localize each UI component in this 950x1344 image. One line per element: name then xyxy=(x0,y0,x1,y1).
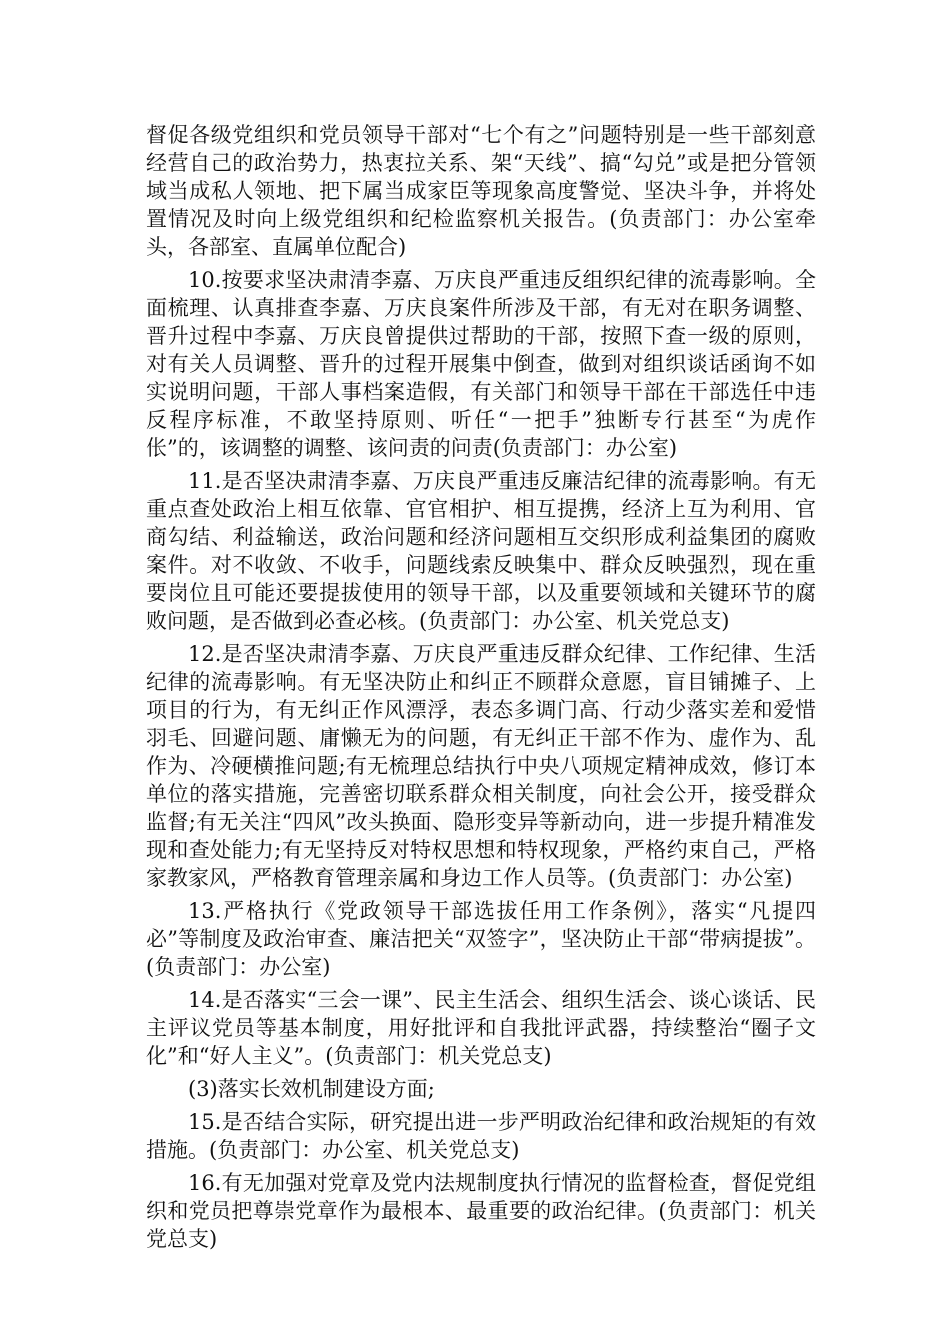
paragraph-7: 15.是否结合实际，研究提出进一步严明政治纪律和政治规矩的有效措施。(负责部门：办公室、机关党总支) xyxy=(146,1110,816,1162)
section-heading: (3)落实长效机制建设方面; xyxy=(188,1077,435,1101)
document-page xyxy=(146,121,816,1258)
paragraph-2: 10.按要求坚决肃清李嘉、万庆良严重违反组织纪律的流毒影响。全面梳理、认真排查李嘉、万庆良案件所涉及干部，有无对在职务调整、晋升过程中李嘉、万庆良曾提供过帮助的干部，按照下查一级的原则，对有关人员调整、晋升的过程开展集中倒查，做到对组织谈话函询不如实说明问题，干部人事档案造假，有关部门和领导干部在干部选任中违反程序标准，不敢坚持原则、听任“一把手”独断专行甚至“为虎作伥”的，该调整的调整、该问责的问责(负责部门：办公室) xyxy=(146,268,816,460)
paragraph-5: 13.严格执行《党政领导干部选拔任用工作条例》，落实“凡提四必”等制度及政治审查、廉洁把关“双签字”，坚决防止干部“带病提拔”。(负责部门：办公室) xyxy=(146,899,816,979)
paragraph-4: 12.是否坚决肃清李嘉、万庆良严重违反群众纪律、工作纪律、生活纪律的流毒影响。有无坚决防止和纠正不顾群众意愿，盲目铺摊子、上项目的行为，有无纠正作风漂浮，表态多调门高、行动少落实差和爱惜羽毛、回避问题、庸懒无为的问题，有无纠正干部不作为、虚作为、乱作为、冷硬横推问题;有无梳理总结执行中央八项规定精神成效，修订本单位的落实措施，完善密切联系群众相关制度，向社会公开，接受群众监督;有无关注“四风”改头换面、隐形变异等新动向，进一步提升精准发现和查处能力;有无坚持反对特权思想和特权现象，严格约束自己，严格家教家风，严格教育管理亲属和身边工作人员等。(负责部门：办公室) xyxy=(146,642,816,890)
paragraph-1: 督促各级党组织和党员领导干部对“七个有之”问题特别是一些干部刻意经营自己的政治势力，热衷拉关系、架“天线”、搞“勾兑”或是把分管领域当成私人领地、把下属当成家臣等现象高度警觉、坚决斗争，并将处置情况及时向上级党组织和纪检监察机关报告。(负责部门：办公室牵头，各部室、直属单位配合) xyxy=(146,123,816,259)
paragraph-3: 11.是否坚决肃清李嘉、万庆良严重违反廉洁纪律的流毒影响。有无重点查处政治上相互依靠、官官相护、相互提携，经济上互为利用、官商勾结、利益输送，政治问题和经济问题相互交织形成利益集团的腐败案件。对不收敛、不收手，问题线索反映集中、群众反映强烈，现在重要岗位且可能还要提拔使用的领导干部，以及重要领域和关键环节的腐败问题，是否做到必查必核。(负责部门：办公室、机关党总支) xyxy=(146,469,816,633)
paragraph-6: 14.是否落实“三会一课”、民主生活会、组织生活会、谈心谈话、民主评议党员等基本制度，用好批评和自我批评武器，持续整治“圈子文化”和“好人主义”。(负责部门：机关党总支) xyxy=(146,988,816,1068)
paragraph-8: 16.有无加强对党章及党内法规制度执行情况的监督检查，督促党组织和党员把尊崇党章作为最根本、最重要的政治纪律。(负责部门：机关党总支) xyxy=(146,1171,816,1251)
